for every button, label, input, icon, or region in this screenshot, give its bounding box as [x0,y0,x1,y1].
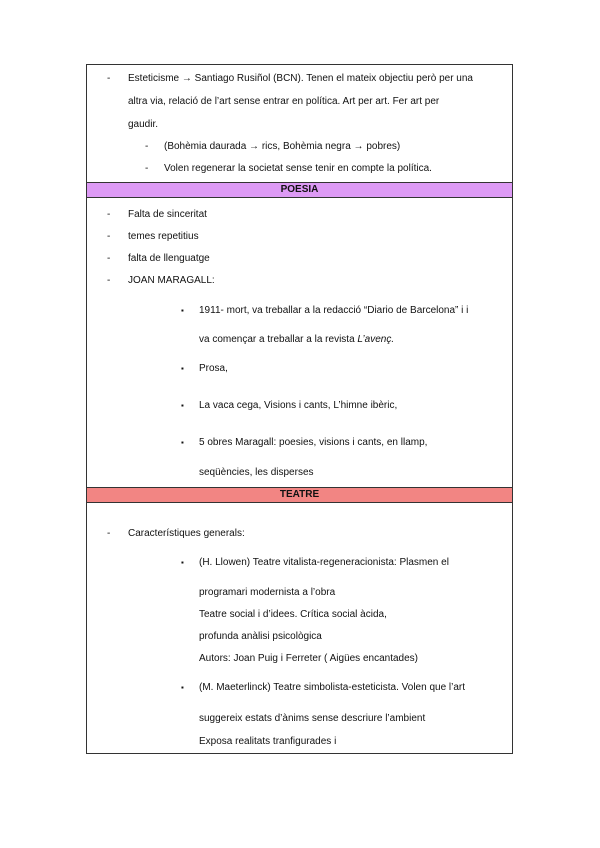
list-dash: - [107,528,111,539]
bullet-icon: ▪ [181,558,184,567]
text-line: 1911- mort, va treballar a la redacció “Diario de Barcelona” i i [199,305,469,316]
bullet-icon: ▪ [181,306,184,315]
list-dash: - [107,231,111,242]
text-line: Esteticisme → Santiago Rusiñol (BCN). Tenen el mateix objectiu però per una [128,73,473,84]
text-line [199,334,394,346]
list-dash: - [145,163,149,174]
bullet-icon: ▪ [181,364,184,373]
text-line: 5 obres Maragall: poesies, visions i cants, en llamp, [199,437,428,448]
text-line: (H. Llowen) Teatre vitalista-regeneracionista: Plasmen el [199,557,449,568]
text-line: Autors: Joan Puig i Ferreter ( Aigües encantades) [199,653,419,664]
text-line: Prosa, [199,363,228,374]
text-line: (M. Maeterlinck) Teatre simbolista-esteticista. Volen que l’art [199,682,466,693]
text-line: seqüències, les disperses [199,467,314,478]
list-item: JOAN MARAGALL: [128,275,215,286]
text-line: Volen regenerar la societat sense tenir en compte la política. [164,163,432,174]
text-line: La vaca cega, Visions i cants, L’himne ibèric, [199,400,398,411]
list-item: Falta de sinceritat [128,209,207,220]
text-line: suggereix estats d’ànims sense descriure l’ambient [199,713,426,724]
text-line: Teatre social i d’idees. Crítica social àcida, [199,609,387,620]
text-run: va començar a treballar a la revista [199,334,358,345]
bullet-icon: ▪ [181,401,184,410]
section-heading-poesia: POESIA [86,182,513,198]
text-line: Exposa realitats tranfigurades i [199,736,337,747]
list-dash: - [107,73,111,84]
text-line: (Bohèmia daurada → rics, Bohèmia negra → pobres) [164,141,401,152]
list-dash: - [107,253,111,264]
text-line: altra via, relació de l’art sense entrar en política. Art per art. Fer art per [128,96,440,107]
list-item: Característiques generals: [128,528,245,539]
text-line: programari modernista a l’obra [199,587,336,598]
list-dash: - [145,141,149,152]
list-dash: - [107,275,111,286]
magazine-title: L’avenç. [357,334,395,345]
text-line: profunda anàlisi psicològica [199,631,322,642]
section-heading-teatre: TEATRE [86,487,513,503]
bullet-icon: ▪ [181,683,184,692]
list-item: temes repetitius [128,231,199,242]
list-item: falta de llenguatge [128,253,210,264]
text-line: gaudir. [128,119,159,130]
bullet-icon: ▪ [181,438,184,447]
list-dash: - [107,209,111,220]
